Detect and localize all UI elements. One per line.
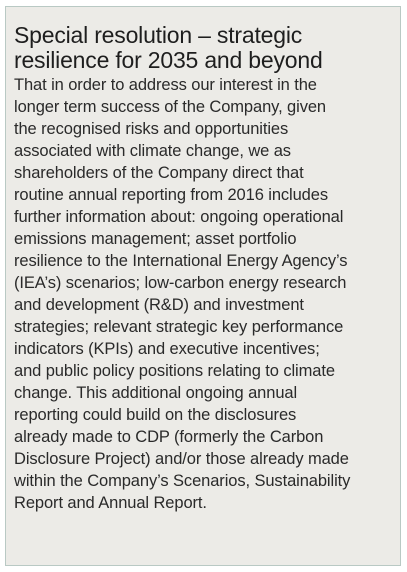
body-line-13: indicators (KPIs) and executive incentives; (14, 340, 320, 358)
body-line-19: within the Company’s Scenarios, Sustainability (14, 472, 351, 490)
body-line-12: strategies; relevant strategic key performance (14, 318, 344, 336)
body-line-6: routine annual reporting from 2016 includes (14, 186, 328, 204)
body-line-2: longer term success of the Company, given (14, 98, 326, 116)
body-line-10: (IEA’s) scenarios; low-carbon energy research (14, 274, 347, 292)
body-line-18: Disclosure Project) and/or those already made (14, 450, 349, 468)
body-line-1: That in order to address our interest in the (14, 76, 317, 94)
title-line-1: Special resolution – strategic (14, 22, 303, 48)
resolution-body (14, 74, 392, 514)
body-line-20: Report and Annual Report. (14, 494, 207, 512)
body-line-5: shareholders of the Company direct that (14, 164, 304, 182)
title-line-2: resilience for 2035 and beyond (14, 47, 323, 73)
body-line-3: the recognised risks and opportunities (14, 120, 289, 138)
body-line-15: change. This additional ongoing annual (14, 384, 298, 402)
resolution-title (14, 23, 392, 73)
body-line-4: associated with climate change, we as (14, 142, 291, 160)
body-line-11: and development (R&D) and investment (14, 296, 304, 314)
body-line-7: further information about: ongoing operational (14, 208, 344, 226)
body-line-14: and public policy positions relating to climate (14, 362, 335, 380)
body-line-16: reporting could build on the disclosures (14, 406, 297, 424)
body-line-9: resilience to the International Energy Agency’s (14, 252, 348, 270)
resolution-panel (5, 6, 401, 566)
body-line-8: emissions management; asset portfolio (14, 230, 297, 248)
body-line-17: already made to CDP (formerly the Carbon (14, 428, 324, 446)
